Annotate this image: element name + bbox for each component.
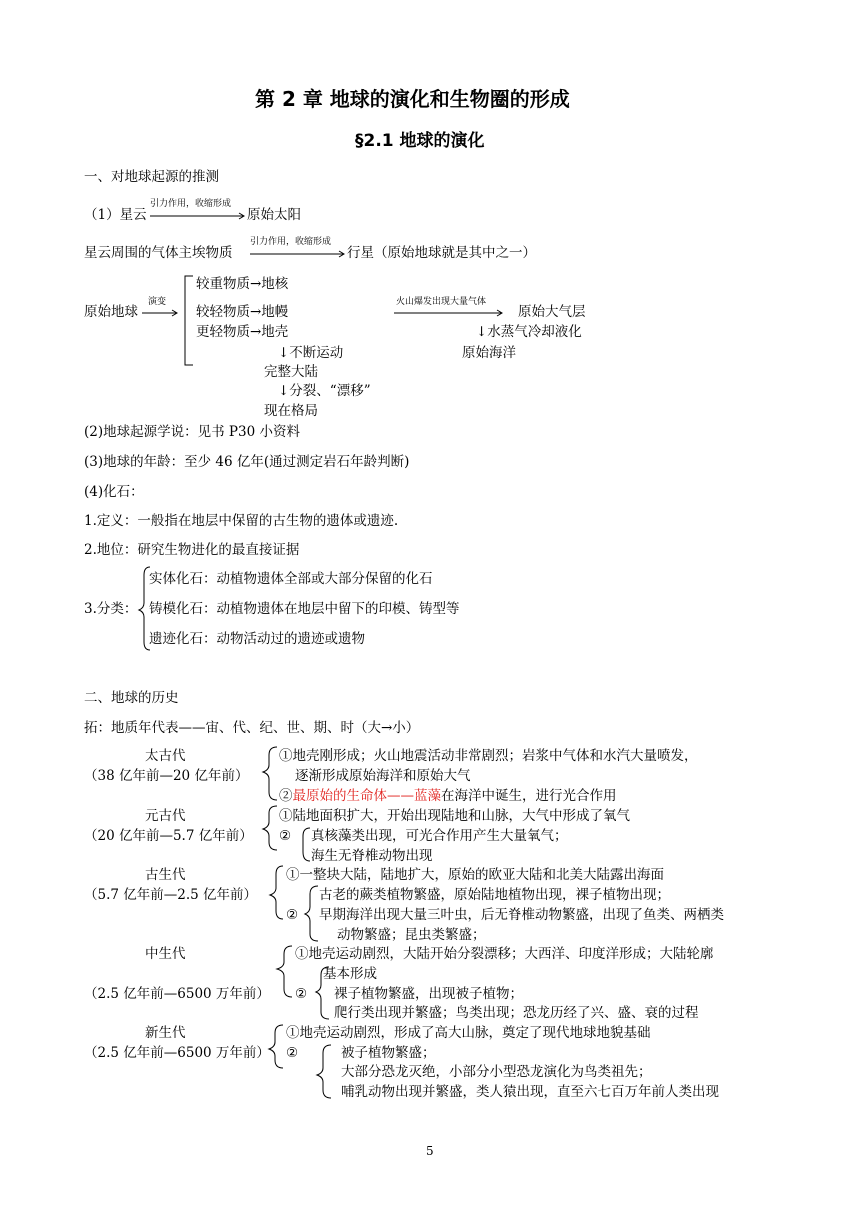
mesozoic-item-2a: 裸子植物繁盛，出现被子植物；: [334, 986, 523, 1002]
cenozoic-item-2b: 大部分恐龙灭绝，小部分小型恐龙演化为鸟类祖先；: [341, 1064, 652, 1080]
paleozoic-item-1: ①一整块大陆，陆地扩大，原始的欧亚大陆和北美大陆露出海面: [286, 867, 664, 883]
primitive-ocean: 原始海洋: [462, 345, 516, 361]
fossil-bracket: [139, 567, 150, 650]
mesozoic-item-1b: 基本形成: [323, 966, 377, 982]
paleozoic-item-2-marker: ②: [286, 907, 299, 923]
fossil-heading: (4)化石：: [84, 484, 144, 500]
planet-arrow-label: 引力作用，收缩形成: [250, 237, 332, 247]
cenozoic-item-2a: 被子植物繁盛；: [341, 1045, 436, 1061]
era-time-proterozoic: （20 亿年前—5.7 亿年前）: [84, 828, 253, 844]
section-heading-origin: 一、对地球起源的推测: [84, 169, 219, 185]
planet-end: 行星（原始地球就是其中之一）: [347, 245, 536, 261]
nebula-start: （1）星云: [84, 207, 147, 223]
proterozoic-item-2a: 真核藻类出现，可光合作用产生大量氧气；: [311, 828, 568, 844]
section-heading-history: 二、地球的历史: [84, 690, 179, 706]
mesozoic-item-2b: 爬行类出现并繁盛；鸟类出现；恐龙历经了兴、盛、衰的过程: [334, 1005, 699, 1021]
lighter-matter: 较轻物质→地幔: [196, 304, 289, 320]
era-name-archean: 太古代: [145, 748, 186, 764]
vapor-cooling: ↓水蒸气冷却液化: [476, 324, 582, 340]
fossil-type-body: 实体化石：动植物遗体全部或大部分保留的化石: [149, 571, 433, 587]
era-time-archean: （38 亿年前—20 亿年前）: [84, 768, 249, 784]
archean-brace: [263, 747, 277, 800]
earth-age: (3)地球的年龄：至少 46 亿年(通过测定岩石年龄判断): [84, 454, 410, 470]
cenozoic-item-2-marker: ②: [286, 1045, 299, 1061]
nebula-end: 原始太阳: [247, 207, 301, 223]
current-layout: 现在格局: [264, 403, 318, 419]
cenozoic-item-1: ①地壳运动剧烈，形成了高大山脉，奠定了现代地球地貌基础: [286, 1025, 651, 1041]
cenozoic-item-2c: 哺乳动物出现并繁盛，类人猿出现，直至六七百万年前人类出现: [341, 1084, 719, 1100]
archean-item-1: ①地壳刚形成；火山地震活动非常剧烈；岩浆中气体和水汽大量喷发，: [279, 748, 698, 764]
nebula-arrow-label: 引力作用，收缩形成: [150, 199, 232, 209]
mesozoic-item-1: ①地壳运动剧烈，大陆开始分裂漂移；大西洋、印度洋形成；大陆轮廓: [295, 946, 714, 962]
fossil-type-trace: 遗迹化石：动物活动过的遗迹或遗物: [149, 631, 365, 647]
constant-motion: ↓不断运动: [278, 345, 344, 361]
paleozoic-item-2c: 动物繁盛；昆虫类繁盛；: [337, 927, 486, 943]
paleozoic-brace: [270, 866, 283, 919]
mesozoic-brace: [277, 946, 292, 997]
paleozoic-item-2a: 古老的蕨类植物繁盛，原始陆地植物出现，裸子植物出现；: [319, 887, 670, 903]
planet-start: 星云周围的气体主埃物质: [84, 245, 233, 261]
proterozoic-item-1: ①陆地面积扩大，开始出现陆地和山脉，大气中形成了氧气: [279, 808, 630, 824]
origin-theory: (2)地球起源学说：见书 P30 小资料: [84, 424, 300, 440]
era-time-cenozoic: （2.5 亿年前—6500 万年前）: [84, 1045, 270, 1061]
archean-item-2-marker: ②: [279, 788, 293, 804]
era-name-cenozoic: 新生代: [145, 1025, 186, 1041]
page-title: 第 2 章 地球的演化和生物圈的形成: [255, 87, 570, 111]
cenozoic-sub-brace: [317, 1045, 331, 1098]
proterozoic-item-2b: 海生无脊椎动物出现: [311, 848, 433, 864]
paleozoic-item-2b: 早期海洋出现大量三叶虫，后无脊椎动物繁盛，出现了鱼类、两栖类: [319, 907, 724, 923]
structure-bracket: [185, 276, 193, 365]
era-name-proterozoic: 元古代: [145, 808, 186, 824]
lightest-matter: 更轻物质→地壳: [196, 324, 289, 340]
mesozoic-sub-brace: [316, 967, 329, 1019]
archean-item-2-rest: 在海洋中诞生，进行光合作用: [441, 788, 617, 804]
drift: ↓分裂、“漂移”: [278, 383, 371, 399]
era-time-mesozoic: （2.5 亿年前—6500 万年前）: [84, 986, 270, 1002]
mesozoic-item-2-marker: ②: [295, 986, 308, 1002]
whole-continent: 完整大陆: [264, 364, 318, 380]
archean-item-2-highlight: 最原始的生命体——蓝藻: [292, 788, 441, 804]
fossil-definition: 1.定义：一般指在地层中保留的古生物的遗体或遗迹.: [84, 513, 399, 529]
era-time-paleozoic: （5.7 亿年前—2.5 亿年前）: [84, 887, 258, 903]
fossil-type-mold: 铸模化石：动植物遗体在地层中留下的印模、铸型等: [149, 601, 460, 617]
cenozoic-brace: [269, 1025, 283, 1068]
proterozoic-brace: [263, 806, 277, 850]
volcano-label: 火山爆发出现大量气体: [396, 297, 487, 307]
paleozoic-sub-brace: [305, 886, 318, 941]
era-name-paleozoic: 古生代: [145, 867, 186, 883]
proterozoic-sub-brace: [303, 828, 310, 861]
original-earth: 原始地球: [84, 304, 138, 320]
section-title: §2.1 地球的演化: [355, 131, 485, 151]
archean-item-1b: 逐渐形成原始海洋和原始大气: [295, 768, 471, 784]
heavy-matter: 较重物质→地核: [196, 276, 289, 292]
proterozoic-item-2-marker: ②: [279, 828, 292, 844]
fossil-class-label: 3.分类：: [84, 601, 138, 617]
page-number: 5: [426, 1144, 434, 1158]
primitive-atmosphere: 原始大气层: [518, 304, 586, 320]
fossil-status: 2.地位：研究生物进化的最直接证据: [84, 542, 300, 558]
era-name-mesozoic: 中生代: [145, 946, 186, 962]
evolve-label: 演变: [148, 297, 167, 307]
geologic-timescale-note: 拓：地质年代表——宙、代、纪、世、期、时（大→小）: [84, 720, 420, 736]
